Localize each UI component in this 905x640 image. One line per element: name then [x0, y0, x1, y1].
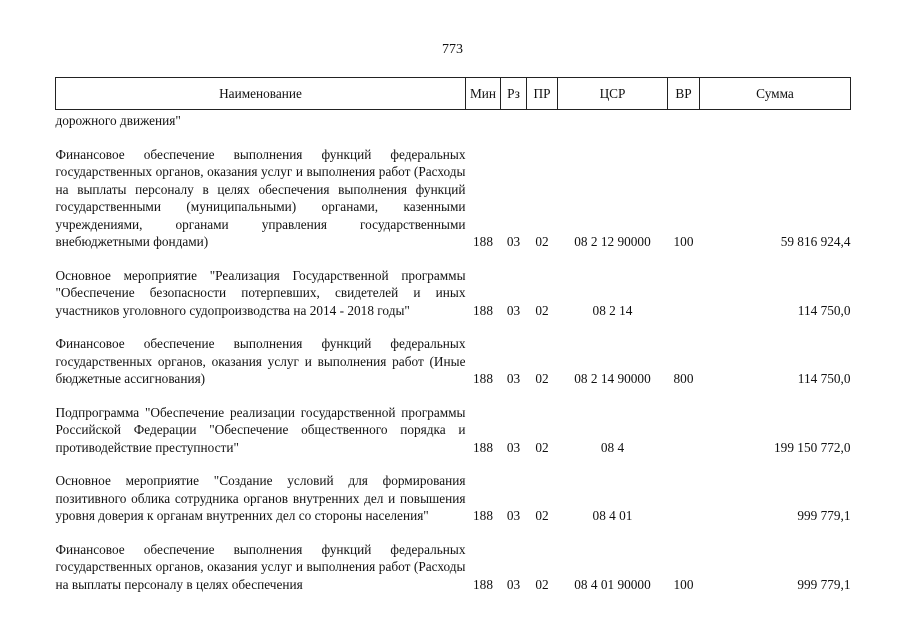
row-vr — [668, 472, 700, 525]
header-csr: ЦСР — [558, 78, 668, 110]
row-rz: 03 — [506, 234, 521, 249]
row-min: 188 — [473, 302, 493, 318]
row-csr: 08 4 — [600, 439, 625, 455]
table-row — [56, 335, 851, 388]
row-name: Подпрограмма "Обеспечение реализации государственной программы Российской Федерации "Обеспечение общественного порядка и противодействие преступности" — [55, 404, 466, 455]
budget-table — [55, 77, 851, 593]
continuation-text: дорожного движения" — [55, 113, 181, 128]
row-pr: 02 — [535, 302, 549, 318]
table-row — [56, 472, 851, 525]
row-csr: 08 4 01 — [592, 508, 633, 523]
row-sum: 999 779,1 — [797, 508, 851, 523]
row-sum: 114 750,0 — [797, 371, 851, 386]
table-row — [56, 404, 851, 457]
row-rz: 03 — [506, 371, 521, 386]
table-row — [56, 267, 851, 320]
header-sum: Сумма — [700, 78, 851, 110]
row-rz: 03 — [506, 302, 521, 318]
header-vr: ВР — [668, 78, 700, 110]
row-vr: 800 — [673, 371, 694, 386]
row-vr: 100 — [673, 576, 694, 592]
header-pr: ПР — [527, 78, 558, 110]
row-sum: 114 750,0 — [797, 302, 851, 318]
page-number: 773 — [442, 42, 463, 57]
row-name: Финансовое обеспечение выполнения функций федеральных государственных органов, оказания услуг и выполнения работ (Иные бюджетные ассигнования) — [55, 336, 466, 386]
row-min: 188 — [473, 576, 493, 592]
row-min: 188 — [473, 508, 493, 523]
row-pr: 02 — [535, 508, 549, 523]
row-name: Финансовое обеспечение выполнения функций федеральных государственных органов, оказания услуг и выполнения работ (Расходы на выплаты персоналу в целях обеспечения выполнения функций государственными (муниципальными) органами, казенными учреждениями, органами управления государственными внебюджетными фондами) — [55, 146, 466, 249]
row-rz: 03 — [506, 508, 521, 523]
row-csr: 08 2 12 90000 — [574, 234, 651, 249]
table-row — [56, 146, 851, 251]
row-name: Основное мероприятие "Создание условий для формирования позитивного облика сотрудника органов внутренних дел и повышения уровня доверия к органам внутренних дел со стороны населения" — [55, 473, 466, 523]
row-vr — [668, 404, 700, 457]
table-header-row — [56, 78, 851, 110]
row-pr: 02 — [535, 576, 549, 592]
row-min: 188 — [473, 439, 493, 455]
continuation-row — [56, 110, 851, 130]
row-sum: 999 779,1 — [797, 576, 851, 592]
header-min: Мин — [466, 78, 501, 110]
row-name: Основное мероприятие "Реализация Государственной программы "Обеспечение безопасности потерпевших, свидетелей и иных участников уголовного судопроизводства на 2014 - 2018 годы" — [55, 267, 466, 318]
row-sum: 199 150 772,0 — [774, 439, 851, 455]
header-rz: Рз — [501, 78, 527, 110]
row-rz: 03 — [506, 439, 521, 455]
row-pr: 02 — [535, 439, 549, 455]
row-sum: 59 816 924,4 — [780, 234, 851, 249]
row-vr — [668, 267, 700, 320]
row-name: Финансовое обеспечение выполнения функций федеральных государственных органов, оказания услуг и выполнения работ (Расходы на выплаты персоналу в целях обеспечения — [55, 541, 466, 592]
row-pr: 02 — [535, 371, 549, 386]
header-name: Наименование — [56, 78, 466, 110]
row-pr: 02 — [535, 234, 549, 249]
row-vr: 100 — [673, 234, 694, 249]
row-csr: 08 2 14 — [592, 302, 633, 318]
row-min: 188 — [473, 234, 493, 249]
row-rz: 03 — [506, 576, 521, 592]
row-csr: 08 2 14 90000 — [574, 371, 651, 386]
table-row — [56, 541, 851, 594]
row-csr: 08 4 01 90000 — [574, 576, 651, 592]
row-min: 188 — [473, 371, 493, 386]
